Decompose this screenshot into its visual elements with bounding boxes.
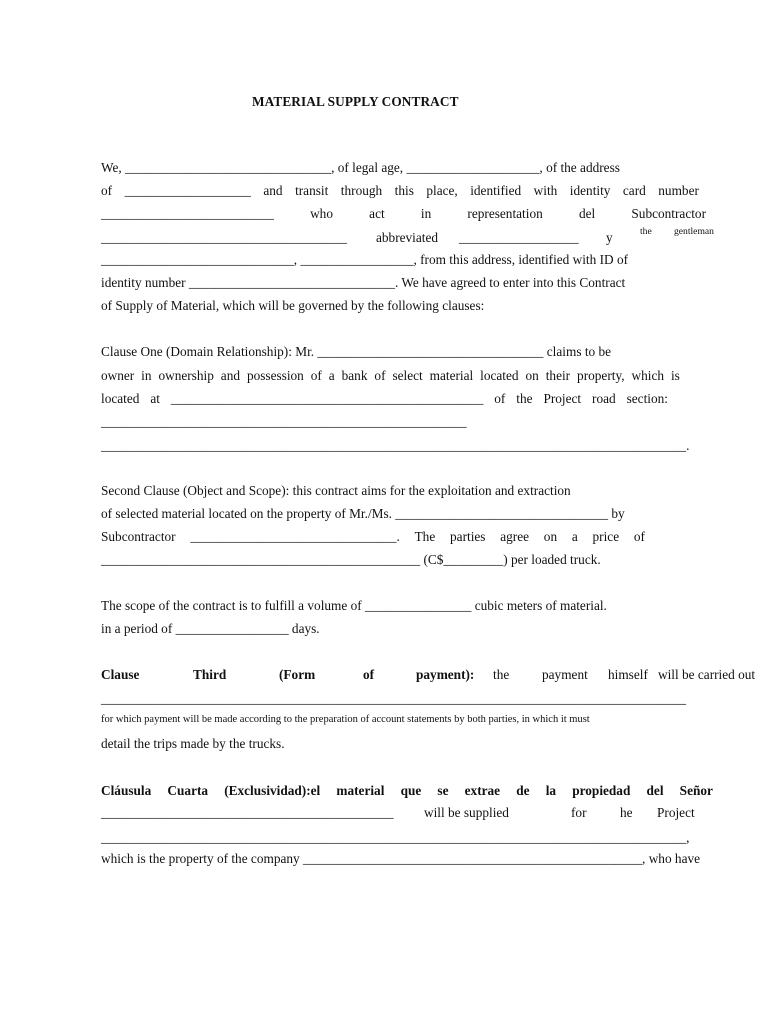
clause-one-line-4: _______________________________________________________ bbox=[101, 414, 467, 429]
clause-four-line-4: which is the property of the company ___________________________________________________, who have bbox=[101, 851, 701, 866]
intro-line-6: identity number _______________________________. We have agreed to enter into this Contract bbox=[101, 275, 626, 290]
clause-three-line-1: Clause Third (Form of payment): the payment himself will be carried out bbox=[101, 667, 756, 682]
document-title: MATERIAL SUPPLY CONTRACT bbox=[252, 94, 459, 109]
clause-one-line-5: ________________________________________________________________________________________. bbox=[101, 438, 690, 453]
clause-one-line-2: owner in ownership and possession of a bank of select material located on their property, which is bbox=[101, 368, 680, 383]
clause-four-line-3: ________________________________________________________________________________________, bbox=[101, 830, 690, 845]
clause-three-line-3: for which payment will be made according to the preparation of account statements by both parties, in which it must bbox=[101, 714, 590, 725]
intro-line-5: _____________________________, _________________, from this address, identified with ID of bbox=[101, 252, 629, 267]
clause-four-line-2: ____________________________________________ will be supplied for he Project bbox=[101, 805, 695, 820]
intro-line-7: of Supply of Material, which will be governed by the following clauses: bbox=[101, 298, 485, 313]
scope-line-2: in a period of _________________ days. bbox=[101, 621, 320, 636]
clause-two-line-3: Subcontractor _______________________________. The parties agree on a price of bbox=[101, 529, 645, 544]
clause-three-line-2: ________________________________________________________________________________________ bbox=[101, 691, 687, 706]
clause-one-line-1: Clause One (Domain Relationship): Mr. __________________________________ claims to be bbox=[101, 344, 612, 359]
clause-two-line-1: Second Clause (Object and Scope): this contract aims for the exploitation and extraction bbox=[101, 483, 571, 498]
clause-two-line-2: of selected material located on the property of Mr./Ms. ________________________________ by bbox=[101, 506, 625, 521]
intro-line-2: of ___________________ and transit through this place, identified with identity card number bbox=[101, 183, 699, 198]
scope-line-1: The scope of the contract is to fulfill a volume of ________________ cubic meters of material. bbox=[101, 598, 607, 613]
clause-four-line-1: Cláusula Cuarta (Exclusividad):el material que se extrae de la propiedad del Señor bbox=[101, 783, 713, 798]
clause-two-line-4: ________________________________________________ (C$_________) per loaded truck. bbox=[101, 552, 601, 567]
intro-line-4: _____________________________________ abbreviated __________________ y the gentleman bbox=[101, 226, 714, 245]
intro-line-1: We, _______________________________, of legal age, ____________________, of the address bbox=[101, 160, 620, 175]
intro-line-3: __________________________ who act in representation del Subcontractor bbox=[101, 206, 706, 221]
clause-three-line-4: detail the trips made by the trucks. bbox=[101, 736, 285, 751]
clause-one-line-3: located at _______________________________________________ of the Project road section: bbox=[101, 391, 668, 406]
